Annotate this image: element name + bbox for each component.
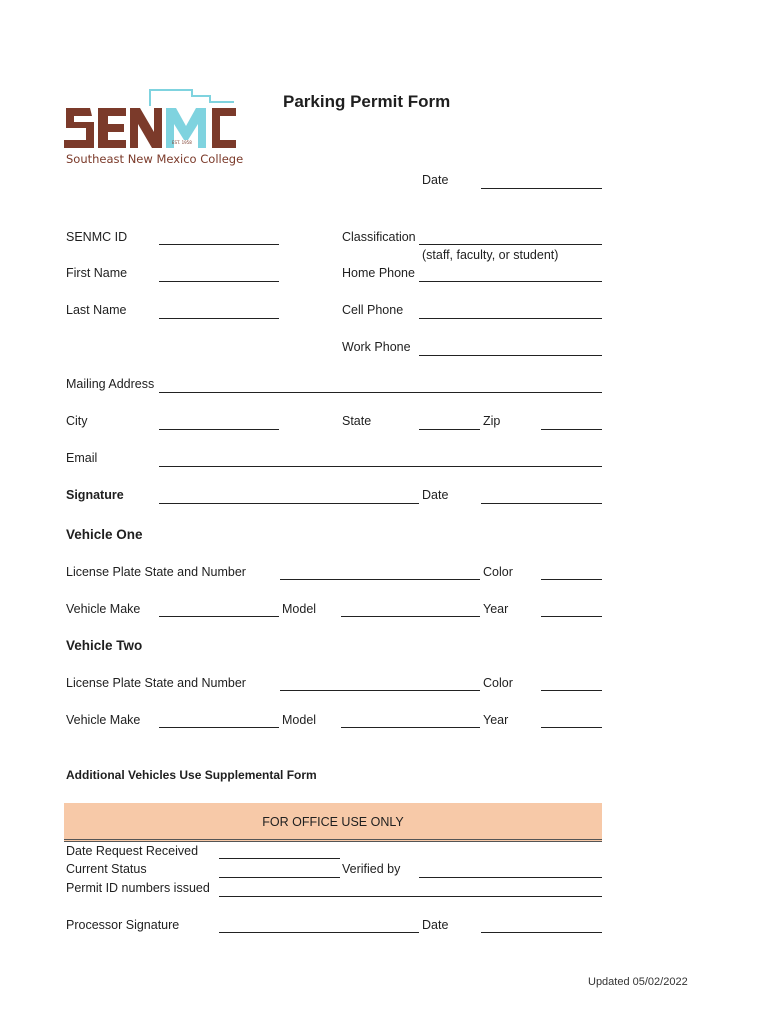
current-status-field[interactable] [219, 877, 340, 878]
classification-hint: (staff, faculty, or student) [422, 248, 559, 262]
city-label: City [66, 414, 88, 428]
vehicle-two-model-label: Model [282, 713, 317, 727]
home-phone-label: Home Phone [342, 266, 415, 280]
signature-field[interactable] [159, 503, 419, 504]
vehicle-two-license-field[interactable] [280, 690, 480, 691]
signature-date-label: Date [422, 488, 449, 502]
date-field[interactable] [481, 188, 602, 189]
office-use-banner-text: FOR OFFICE USE ONLY [262, 815, 404, 829]
processor-signature-field[interactable] [219, 932, 419, 933]
work-phone-label: Work Phone [342, 340, 411, 354]
vehicle-one-year-label: Year [483, 602, 509, 616]
vehicle-two-heading: Vehicle Two [66, 638, 143, 653]
zip-label: Zip [483, 414, 501, 428]
vehicle-one-model-field[interactable] [341, 616, 480, 617]
current-status-label: Current Status [66, 862, 147, 876]
last-name-label: Last Name [66, 303, 127, 317]
home-phone-field[interactable] [419, 281, 602, 282]
date-label: Date [422, 173, 449, 187]
verified-by-label: Verified by [342, 862, 401, 876]
logo-tagline: Southeast New Mexico College [66, 152, 244, 166]
vehicle-one-year-field[interactable] [541, 616, 602, 617]
signature-date-field[interactable] [481, 503, 602, 504]
vehicle-one-license-label: License Plate State and Number [66, 565, 246, 579]
email-field[interactable] [159, 466, 602, 467]
vehicle-two-color-label: Color [483, 676, 513, 690]
work-phone-field[interactable] [419, 355, 602, 356]
zip-field[interactable] [541, 429, 602, 430]
permit-ids-field[interactable] [219, 896, 602, 897]
vehicle-one-make-field[interactable] [159, 616, 279, 617]
date-received-field[interactable] [219, 858, 340, 859]
signature-label: Signature [66, 488, 124, 502]
vehicle-one-heading: Vehicle One [66, 527, 143, 542]
vehicle-two-year-field[interactable] [541, 727, 602, 728]
processor-signature-label: Processor Signature [66, 918, 180, 932]
cell-phone-label: Cell Phone [342, 303, 404, 317]
vehicle-one-make-label: Vehicle Make [66, 602, 141, 616]
senmc-id-label: SENMC ID [66, 230, 128, 244]
permit-ids-label: Permit ID numbers issued [66, 881, 210, 895]
email-label: Email [66, 451, 98, 465]
mailing-address-field[interactable] [159, 392, 602, 393]
classification-label: Classification [342, 230, 416, 244]
office-use-banner [64, 803, 602, 842]
first-name-field[interactable] [159, 281, 279, 282]
mailing-address-label: Mailing Address [66, 377, 155, 391]
processor-date-field[interactable] [481, 932, 602, 933]
vehicle-two-color-field[interactable] [541, 690, 602, 691]
first-name-label: First Name [66, 266, 128, 280]
logo-est: EST. 1958 [172, 140, 192, 145]
last-name-field[interactable] [159, 318, 279, 319]
vehicle-one-model-label: Model [282, 602, 317, 616]
state-label: State [342, 414, 372, 428]
date-received-label: Date Request Received [66, 844, 199, 858]
classification-field[interactable] [419, 244, 602, 245]
vehicle-two-make-field[interactable] [159, 727, 279, 728]
cell-phone-field[interactable] [419, 318, 602, 319]
vehicle-two-license-label: License Plate State and Number [66, 676, 246, 690]
city-field[interactable] [159, 429, 279, 430]
updated-date: Updated 05/02/2022 [588, 976, 688, 988]
vehicle-one-color-label: Color [483, 565, 513, 579]
processor-date-label: Date [422, 918, 449, 932]
state-field[interactable] [419, 429, 480, 430]
verified-by-field[interactable] [419, 877, 602, 878]
college-logo [62, 86, 244, 170]
senmc-id-field[interactable] [159, 244, 279, 245]
vehicle-two-model-field[interactable] [341, 727, 480, 728]
vehicle-two-year-label: Year [483, 713, 509, 727]
vehicle-two-make-label: Vehicle Make [66, 713, 141, 727]
additional-vehicles-note: Additional Vehicles Use Supplemental Form [66, 768, 317, 782]
vehicle-one-color-field[interactable] [541, 579, 602, 580]
vehicle-one-license-field[interactable] [280, 579, 480, 580]
page-title: Parking Permit Form [283, 92, 451, 111]
